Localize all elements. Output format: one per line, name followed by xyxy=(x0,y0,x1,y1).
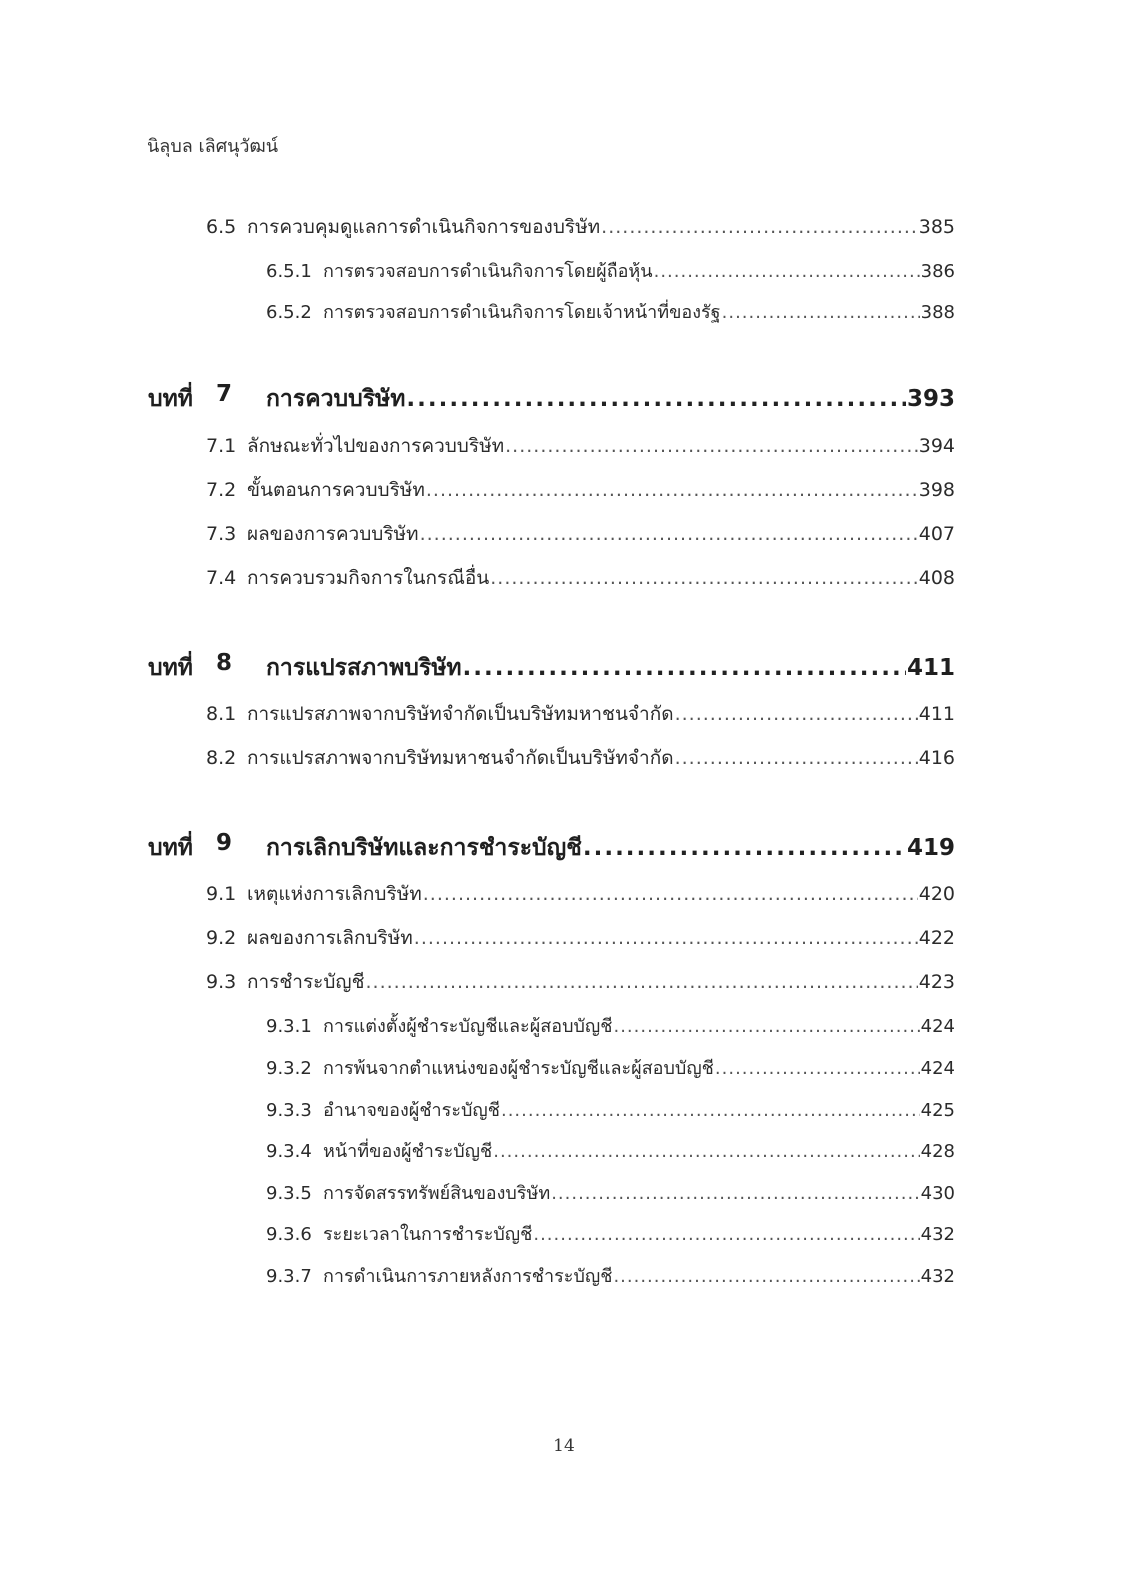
dot-leader xyxy=(463,655,906,681)
toc-entry-9-2 xyxy=(206,923,955,953)
dot-leader xyxy=(722,302,920,323)
chapter-word: บทที่ xyxy=(148,655,193,681)
dot-leader xyxy=(613,1016,919,1037)
toc-entry-number: 6.5.1 xyxy=(266,261,312,282)
toc-entry-number: 9.3.1 xyxy=(266,1016,312,1037)
toc-entry-9-3 xyxy=(206,967,955,997)
toc-entry-title: ระยะเวลาในการชำระบัญชี xyxy=(323,1224,533,1245)
dot-leader xyxy=(501,1100,920,1121)
toc-entry-page: 432 xyxy=(920,1224,955,1245)
toc-entry-page: 388 xyxy=(920,302,955,323)
toc-entry-title: การแต่งตั้งผู้ชำระบัญชีและผู้สอบบัญชี xyxy=(323,1016,613,1037)
dot-leader xyxy=(715,1058,920,1079)
toc-entry-title: ผลของการควบบริษัท xyxy=(247,523,419,545)
chapter-page: 419 xyxy=(906,835,955,861)
chapter-word: บทที่ xyxy=(148,835,193,861)
toc-entry-page: 428 xyxy=(920,1141,955,1162)
toc-entry-8-1 xyxy=(206,699,955,729)
toc-entry-page: 423 xyxy=(918,971,955,993)
toc-entry-page: 411 xyxy=(918,703,955,725)
chapter-number: 8 xyxy=(216,650,233,676)
chapter-title: การควบบริษัท xyxy=(266,386,406,412)
chapter-number: 7 xyxy=(216,381,233,407)
toc-entry-9-3-3 xyxy=(266,1095,955,1124)
toc-entry-9-3-4 xyxy=(266,1136,955,1165)
toc-entry-page: 424 xyxy=(920,1016,955,1037)
toc-entry-number: 9.3.2 xyxy=(266,1058,312,1079)
toc-entry-page: 422 xyxy=(918,927,955,949)
toc-entry-number: 7.3 xyxy=(206,523,237,545)
dot-leader xyxy=(420,523,918,545)
toc-entry-8-2 xyxy=(206,743,955,773)
toc-entry-number: 8.2 xyxy=(206,747,237,769)
toc-entry-number: 9.3.6 xyxy=(266,1224,312,1245)
toc-entry-6-5-2 xyxy=(266,297,955,326)
toc-entry-title: การชำระบัญชี xyxy=(247,971,365,993)
toc-entry-page: 408 xyxy=(918,567,955,589)
toc-entry-7-2 xyxy=(206,475,955,505)
toc-entry-number: 9.3.3 xyxy=(266,1100,312,1121)
toc-entry-number: 9.3.4 xyxy=(266,1141,312,1162)
toc-entry-9-3-6 xyxy=(266,1219,955,1248)
chapter-label xyxy=(148,650,266,686)
toc-entry-9-3-7 xyxy=(266,1261,955,1290)
toc-entry-9-3-1 xyxy=(266,1011,955,1040)
toc-entry-number: 9.3 xyxy=(206,971,237,993)
chapter-title: การเลิกบริษัทและการชำระบัญชี xyxy=(266,835,582,861)
toc-entry-number: 7.2 xyxy=(206,479,237,501)
dot-leader xyxy=(533,1224,919,1245)
toc-entry-number: 7.1 xyxy=(206,435,237,457)
dot-leader xyxy=(490,567,918,589)
dot-leader xyxy=(414,927,918,949)
chapter-page: 393 xyxy=(906,386,955,412)
toc-entry-number: 6.5 xyxy=(206,216,237,238)
toc-entry-7-1 xyxy=(206,431,955,461)
toc-entry-title: อำนาจของผู้ชำระบัญชี xyxy=(323,1100,500,1121)
dot-leader xyxy=(426,479,918,501)
toc-entry-page: 416 xyxy=(918,747,955,769)
toc-chapter-8 xyxy=(148,650,955,686)
toc-entry-title: เหตุแห่งการเลิกบริษัท xyxy=(247,883,422,905)
toc-entry-9-3-2 xyxy=(266,1053,955,1082)
toc-entry-title: ลักษณะทั่วไปของการควบบริษัท xyxy=(247,435,505,457)
toc-entry-6-5-1 xyxy=(266,256,955,285)
dot-leader xyxy=(551,1183,919,1204)
toc-entry-number: 9.3.5 xyxy=(266,1183,312,1204)
toc-entry-title: การตรวจสอบการดำเนินกิจการโดยผู้ถือหุ้น xyxy=(323,261,653,282)
toc-entry-title: การตรวจสอบการดำเนินกิจการโดยเจ้าหน้าที่ของรัฐ xyxy=(323,302,721,323)
toc-entry-number: 7.4 xyxy=(206,567,237,589)
toc-entry-title: การดำเนินการภายหลังการชำระบัญชี xyxy=(323,1266,613,1287)
dot-leader xyxy=(423,883,918,905)
dot-leader xyxy=(675,747,918,769)
toc-entry-page: 420 xyxy=(918,883,955,905)
toc-entry-page: 430 xyxy=(920,1183,955,1204)
toc-entry-page: 394 xyxy=(918,435,955,457)
toc-entry-title: การแปรสภาพจากบริษัทมหาชนจำกัดเป็นบริษัทจำกัด xyxy=(247,747,674,769)
dot-leader xyxy=(583,835,906,861)
chapter-word: บทที่ xyxy=(148,386,193,412)
toc-entry-page: 424 xyxy=(920,1058,955,1079)
toc-entry-number: 8.1 xyxy=(206,703,237,725)
toc-entry-title: การควบคุมดูแลการดำเนินกิจการของบริษัท xyxy=(247,216,601,238)
toc-entry-title: หน้าที่ของผู้ชำระบัญชี xyxy=(323,1141,493,1162)
toc-entry-title: ผลของการเลิกบริษัท xyxy=(247,927,413,949)
dot-leader xyxy=(613,1266,919,1287)
toc-entry-number: 6.5.2 xyxy=(266,302,312,323)
dot-leader xyxy=(601,216,918,238)
chapter-number: 9 xyxy=(216,830,233,856)
toc-entry-page: 385 xyxy=(918,216,955,238)
dot-leader xyxy=(505,435,918,457)
toc-entry-page: 386 xyxy=(920,261,955,282)
toc-chapter-9 xyxy=(148,830,955,866)
toc-entry-title: การแปรสภาพจากบริษัทจำกัดเป็นบริษัทมหาชนจำกัด xyxy=(247,703,674,725)
dot-leader xyxy=(406,386,906,412)
toc-chapter-7 xyxy=(148,381,955,417)
chapter-page: 411 xyxy=(906,655,955,681)
toc-entry-title: การพ้นจากตำแหน่งของผู้ชำระบัญชีและผู้สอบบัญชี xyxy=(323,1058,714,1079)
toc-entry-number: 9.2 xyxy=(206,927,237,949)
toc-entry-6-5 xyxy=(206,212,955,242)
toc-entry-9-1 xyxy=(206,879,955,909)
toc-entry-title: การควบรวมกิจการในกรณีอื่น xyxy=(247,567,490,589)
dot-leader xyxy=(366,971,918,993)
toc-entry-page: 407 xyxy=(918,523,955,545)
toc-entry-number: 9.3.7 xyxy=(266,1266,312,1287)
chapter-label xyxy=(148,830,266,866)
dot-leader xyxy=(493,1141,919,1162)
toc-entry-page: 425 xyxy=(920,1100,955,1121)
toc-entry-page: 432 xyxy=(920,1266,955,1287)
toc-entry-9-3-5 xyxy=(266,1178,955,1207)
dot-leader xyxy=(675,703,918,725)
chapter-label xyxy=(148,381,266,417)
chapter-title: การแปรสภาพบริษัท xyxy=(266,655,462,681)
page-number: 14 xyxy=(553,1436,575,1456)
toc-entry-title: ขั้นตอนการควบบริษัท xyxy=(247,479,425,501)
toc-entry-page: 398 xyxy=(918,479,955,501)
toc-entry-title: การจัดสรรทรัพย์สินของบริษัท xyxy=(323,1183,551,1204)
toc-entry-number: 9.1 xyxy=(206,883,237,905)
running-header-author: นิลุบล เลิศนุวัฒน์ xyxy=(147,136,279,157)
toc-entry-7-4 xyxy=(206,563,955,593)
toc-entry-7-3 xyxy=(206,519,955,549)
dot-leader xyxy=(654,261,920,282)
